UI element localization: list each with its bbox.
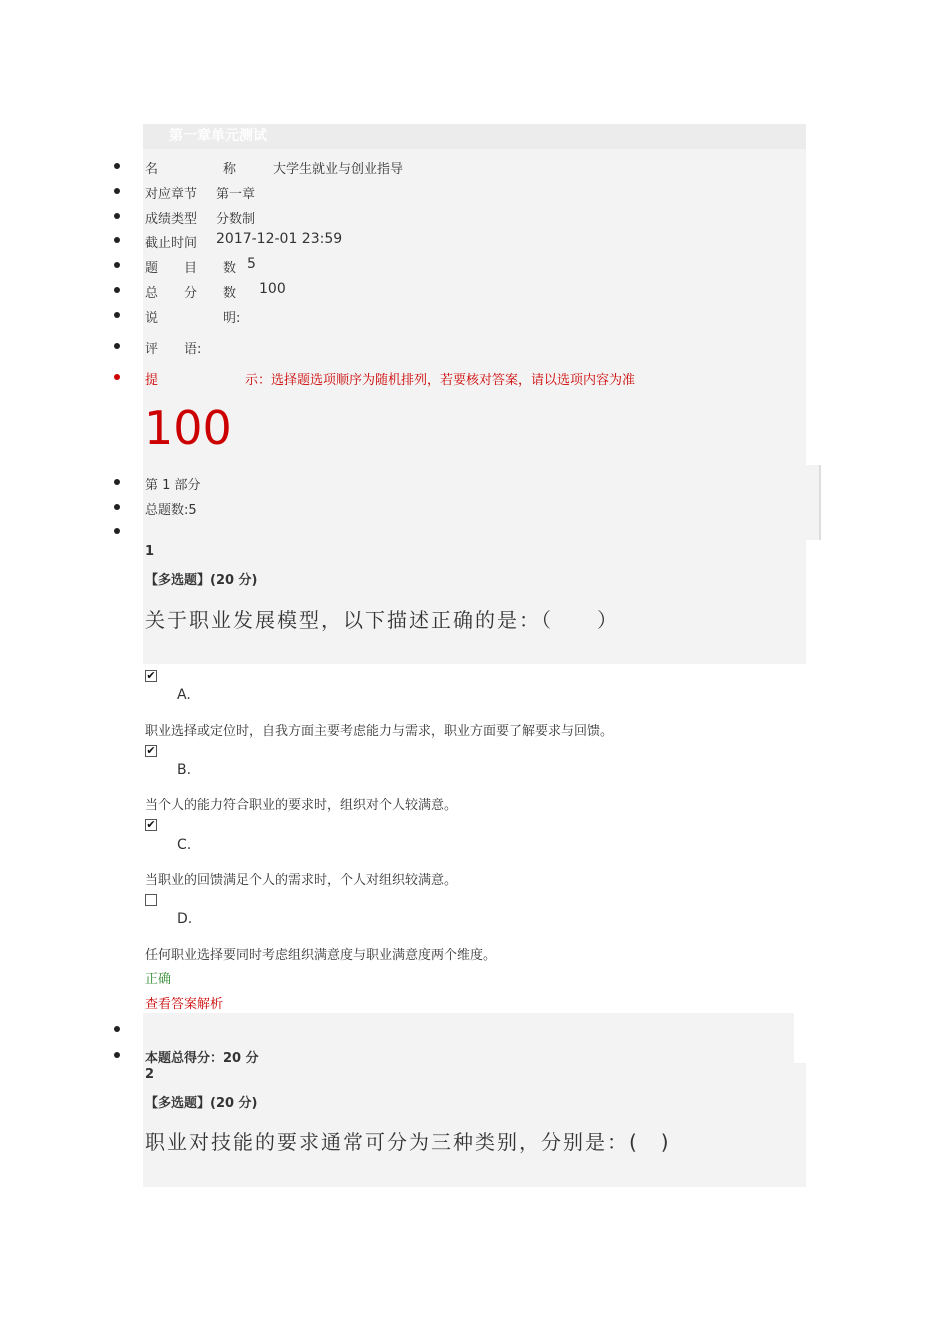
info-chapter-value: 第一章 bbox=[216, 187, 256, 202]
checkmark-icon: ✔ bbox=[146, 744, 156, 757]
list-bullet bbox=[114, 504, 120, 510]
question-1-header-panel bbox=[143, 540, 806, 664]
total-score: 100 bbox=[144, 401, 232, 455]
info-deadline-label: 截止时间 bbox=[145, 236, 198, 251]
section-part-label: 第 1 部分 bbox=[145, 478, 201, 493]
list-bullet bbox=[114, 213, 120, 219]
question-number: 1 bbox=[145, 544, 155, 559]
option-c-text: 当职业的回馈满足个人的需求时，个人对组织较满意。 bbox=[145, 873, 458, 888]
answer-result: 正确 bbox=[145, 972, 172, 987]
list-bullet bbox=[114, 188, 120, 194]
question-score: 本题总得分：20 分 bbox=[145, 1051, 259, 1066]
view-analysis-link[interactable]: 查看答案解析 bbox=[145, 997, 224, 1012]
option-b-letter: B. bbox=[177, 762, 192, 778]
info-count-value: 5 bbox=[247, 256, 256, 272]
list-bullet bbox=[114, 163, 120, 169]
list-bullet bbox=[114, 262, 120, 268]
info-tip-label: 提 bbox=[145, 373, 159, 388]
info-name-label: 名 称 bbox=[145, 162, 237, 177]
info-tip-value: 示：选择题选项顺序为随机排列，若要核对答案，请以选项内容为准 bbox=[245, 373, 636, 388]
info-comment-label: 评 语: bbox=[145, 342, 202, 357]
question-type: 【多选题】(20 分) bbox=[145, 573, 258, 588]
info-score-type-value: 分数制 bbox=[216, 212, 256, 227]
option-d-checkbox[interactable] bbox=[145, 894, 157, 906]
list-bullet bbox=[114, 1026, 120, 1032]
option-a-checkbox[interactable] bbox=[145, 670, 157, 682]
info-total-label: 总 分 数 bbox=[145, 286, 237, 301]
info-chapter-label: 对应章节 bbox=[145, 187, 198, 202]
info-name-value: 大学生就业与创业指导 bbox=[273, 162, 404, 177]
section-divider bbox=[819, 465, 821, 540]
question-2-header-panel bbox=[143, 1063, 806, 1187]
option-a-letter: A. bbox=[177, 687, 191, 703]
checkmark-icon: ✔ bbox=[146, 669, 156, 682]
option-a-text: 职业选择或定位时，自我方面主要考虑能力与需求，职业方面要了解要求与回馈。 bbox=[145, 724, 614, 739]
list-bullet-red bbox=[114, 374, 120, 380]
list-bullet bbox=[114, 312, 120, 318]
list-bullet bbox=[114, 528, 120, 534]
question-text: 关于职业发展模型，以下描述正确的是：（ ） bbox=[145, 608, 619, 632]
info-deadline-value: 2017-12-01 23:59 bbox=[216, 231, 343, 247]
option-b-text: 当个人的能力符合职业的要求时，组织对个人较满意。 bbox=[145, 798, 458, 813]
list-bullet bbox=[114, 1052, 120, 1058]
option-d-text: 任何职业选择要同时考虑组织满意度与职业满意度两个维度。 bbox=[145, 948, 497, 963]
info-description-label: 说 明: bbox=[145, 311, 241, 326]
list-bullet bbox=[114, 479, 120, 485]
question-number: 2 bbox=[145, 1067, 155, 1082]
question-text: 职业对技能的要求通常可分为三种类别，分别是：( ) bbox=[145, 1130, 671, 1154]
info-score-type-label: 成绩类型 bbox=[145, 212, 198, 227]
option-d-letter: D. bbox=[177, 911, 193, 927]
option-c-letter: C. bbox=[177, 837, 192, 853]
checkmark-icon: ✔ bbox=[146, 818, 156, 831]
score-panel bbox=[143, 385, 806, 465]
option-b-checkbox[interactable] bbox=[145, 745, 157, 757]
info-count-label: 题 目 数 bbox=[145, 261, 237, 276]
info-total-value: 100 bbox=[259, 281, 286, 297]
list-bullet bbox=[114, 287, 120, 293]
page-title: 第一章单元测试 bbox=[143, 124, 806, 149]
question-type: 【多选题】(20 分) bbox=[145, 1096, 258, 1111]
option-c-checkbox[interactable] bbox=[145, 819, 157, 831]
list-bullet bbox=[114, 343, 120, 349]
section-total-label: 总题数:5 bbox=[145, 503, 197, 518]
section-panel bbox=[143, 465, 820, 540]
list-bullet bbox=[114, 237, 120, 243]
